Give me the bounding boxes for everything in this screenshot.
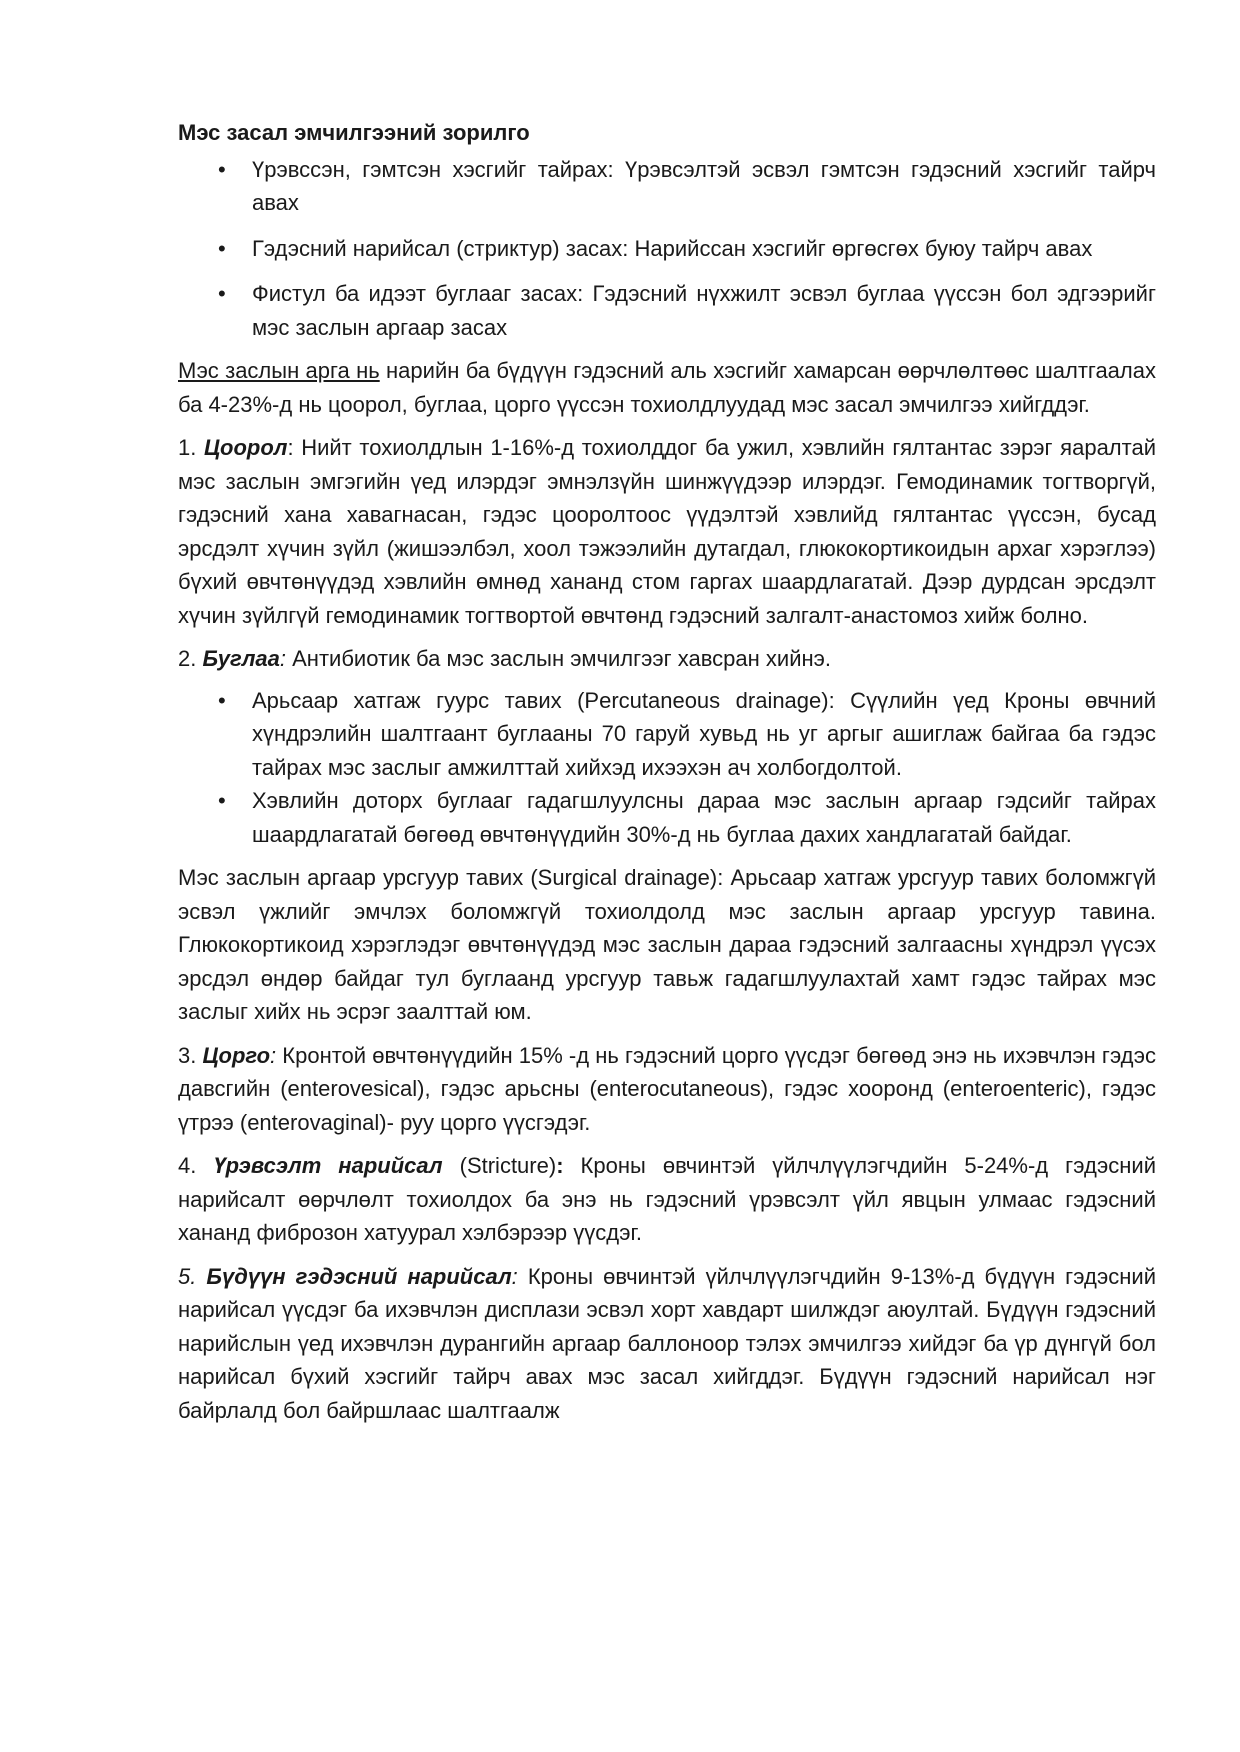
- item-number: 4.: [178, 1153, 214, 1178]
- list-item: • Арьсаар хатгаж гуурс тавих (Percutaneous drainage): Сүүлийн үед Кроны өвчний хүндрэлийн шалтгаант буглааны 70 гаруй хувьд нь уг аргыг ашиглаж байгаа ба гэдэс тайрах мэс заслыг амжилттай хийхэд ихээхэн ач холбогдолтой.: [178, 684, 1156, 785]
- item-number: 1.: [178, 435, 204, 460]
- list-item: • Хэвлийн доторх буглааг гадагшлуулсны дараа мэс заслын аргаар гэдсийг тайрах шаардлагатай бөгөөд өвчтөнүүдийн 30%-д нь буглаа дахих хандлагатай байдаг.: [178, 784, 1156, 851]
- item-text: Кронтой өвчтөнүүдийн 15% -д нь гэдэсний цорго үүсдэг бөгөөд энэ нь ихэвчлэн гэдэс давсгийн (enterovesical), гэдэс арьсны (enterocutaneous), гэдэс хооронд (enteroenteric), гэдэс үтрээ (enterovaginal)- руу цорго үүсгэдэг.: [178, 1042, 1156, 1135]
- item-text: Антибиотик ба мэс заслын эмчилгээг хавсран хийнэ.: [286, 646, 831, 671]
- intro-text: нарийн ба бүдүүн гэдэсний аль хэсгийг хамарсан өөрчлөлтөөс шалтгаалах ба 4-23%-д нь цоорол, буглаа, цорго үүссэн тохиолдлуудад мэс засал эмчилгээ хийгддэг.: [178, 358, 1156, 417]
- item-perforation: [178, 431, 1156, 632]
- item-term: Цоорол: [203, 435, 288, 460]
- item-term: Цорго: [202, 1042, 271, 1068]
- item-colon: :: [279, 646, 287, 671]
- underlined-phrase: Мэс заслын арга нь: [178, 358, 380, 383]
- item-number: 3.: [178, 1042, 203, 1068]
- section-heading: Мэс засал эмчилгээний зорилго: [178, 120, 530, 145]
- item-text: Кроны өвчинтэй үйлчлүүлэгчдийн 5-24%-д гэдэсний нарийсалт өөрчлөлт тохиолдох ба энэ нь гэдэсний үрэвсэлт үйл явцын улмаас гэдэсний хананд фиброзон хатуурал хэлбэрээр үүсдэг.: [178, 1153, 1156, 1245]
- item-term: Буглаа: [202, 646, 280, 671]
- item-colon: :: [270, 1042, 277, 1068]
- goals-list: [178, 153, 1156, 345]
- surgical-drainage-paragraph: Мэс заслын аргаар урсгуур тавих (Surgical drainage): Арьсаар хатгаж урсгуур тавих боломжгүй эсвэл үжлийг эмчлэх боломжгүй тохиолдолд мэс заслын аргаар урсгуур тавина. Глюкокортикоид хэрэглэдэг өвчтөнүүдэд мэс заслын дараа гэдэсний залгаасны хүндрэл үүсэх эрсдэл өндөр байдаг тул буглаанд урсгуур тавьж гадагшлуулахтай хамт гэдэс тайрах мэс заслыг хийх нь эсрэг заалттай юм.: [178, 865, 1156, 1024]
- item-colon: :: [556, 1153, 564, 1178]
- list-item: • Фистул ба идээт буглааг засах: Гэдэсний нүхжилт эсвэл буглаа үүссэн бол эдгээрийг мэс заслын аргаар засах: [178, 277, 1156, 344]
- item-term: Үрэвсэлт нарийсал: [213, 1153, 443, 1178]
- item-colon-stricture: [178, 1260, 1156, 1428]
- abscess-bullets: [178, 684, 1156, 852]
- item-stricture: [178, 1149, 1156, 1250]
- item-colon: :: [511, 1263, 518, 1289]
- list-item: • Гэдэсний нарийсал (стриктур) засах: Нарийссан хэсгийг өргөсгөх буюу тайрч авах: [178, 232, 1156, 266]
- item-paren: (Stricture): [442, 1153, 557, 1178]
- item-term: Бүдүүн гэдэсний нарийсал: [206, 1263, 512, 1289]
- item-number: 5.: [178, 1263, 207, 1289]
- item-text: Кроны өвчинтэй үйлчлүүлэгчдийн 9-13%-д бүдүүн гэдэсний нарийсал үүсдэг ба ихэвчлэн дисплази эсвэл хорт хавдарт шилждэг аюултай. Бүдүүн гэдэсний нарийслын үед ихэвчлэн дурангийн аргаар баллоноор тэлэх эмчилгээ хийдэг ба үр дүнгүй бол нарийсал бүхий хэсгийг тайрч авах мэс засал хийгддэг. Бүдүүн гэдэсний нарийсал нэг байрлалд бол байршлаас шалтгаалж: [178, 1263, 1156, 1423]
- list-item: • Үрэвссэн, гэмтсэн хэсгийг тайрах: Үрэвсэлтэй эсвэл гэмтсэн гэдэсний хэсгийг тайрч авах: [178, 153, 1156, 220]
- item-text: : Нийт тохиолдлын 1-16%-д тохиолддог ба ужил, хэвлийн гялтантас зэрэг яаралтай мэс заслын эмгэгийн үед илэрдэг эмнэлзүйн шинжүүдээр илэрдэг. Гемодинамик тогтворгүй, гэдэсний хана хавагнасан, гэдэс цооролтоос үүдэлтэй хэвлийд гялтантас үүссэн, бусад эрсдэлт хүчин зүйл (жишээлбэл, хоол тэжээлийн дутагдал, глюкокортикоидын архаг хэрэглээ) бүхий өвчтөнүүдэд хэвлийн өмнөд хананд стом гаргах шаардлагатай. Дээр дурдсан эрсдэлт хүчин зүйлгүй гемодинамик тогтвортой өвчтөнд гэдэсний залгалт-анастомоз хийж болно.: [178, 435, 1156, 628]
- intro-paragraph: [178, 354, 1156, 421]
- item-fistula: [178, 1039, 1156, 1140]
- item-number: 2.: [178, 646, 203, 671]
- item-abscess: [178, 642, 1156, 676]
